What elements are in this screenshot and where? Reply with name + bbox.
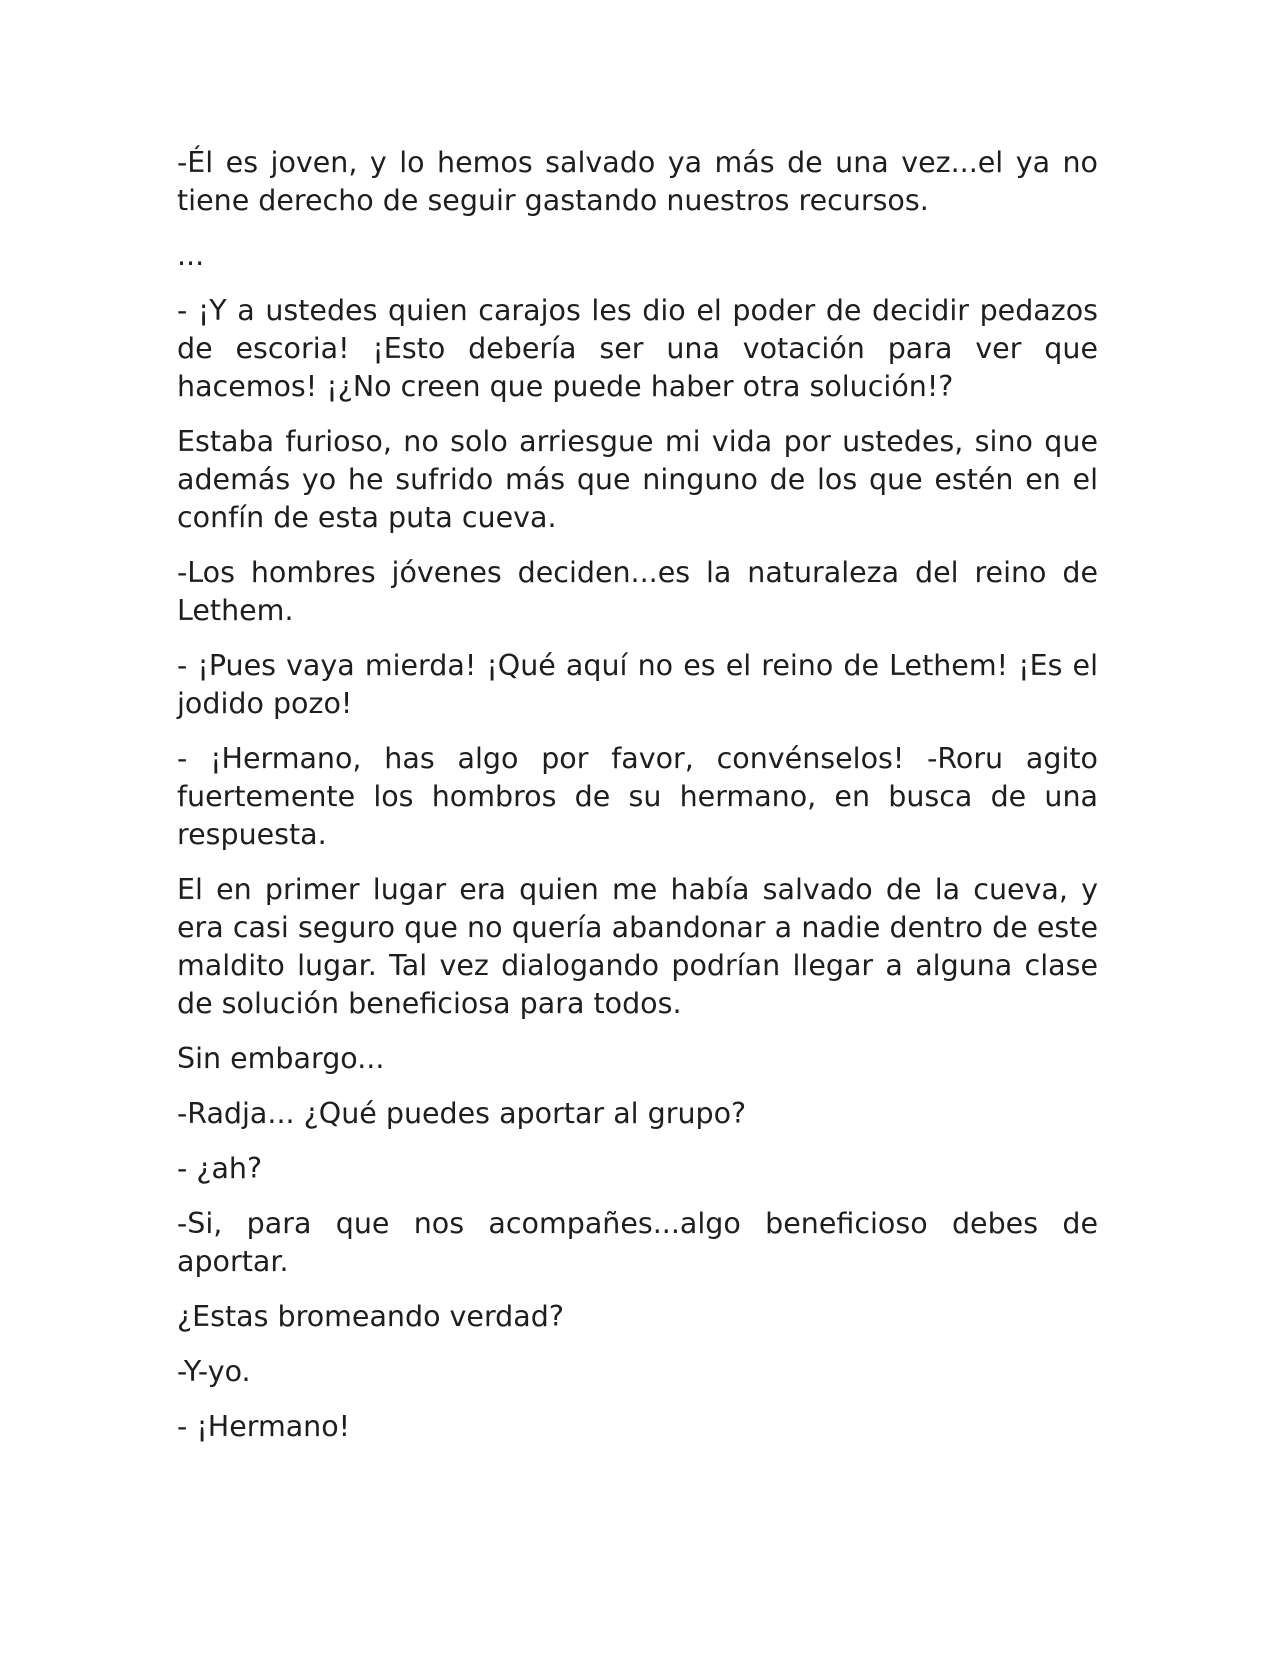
- paragraph: - ¡Hermano, has algo por favor, convénselos! -Roru agito fuertemente los hombros de su hermano, en busca de una respuesta.: [177, 742, 1098, 851]
- paragraph: - ¡Y a ustedes quien carajos les dio el poder de decidir pedazos de escoria! ¡Esto debería ser una votación para ver que hacemos! ¡¿No creen que puede haber otra solución!?: [177, 294, 1098, 403]
- paragraph: -Los hombres jóvenes deciden...es la naturaleza del reino de Lethem.: [177, 556, 1098, 627]
- paragraph: Estaba furioso, no solo arriesgue mi vida por ustedes, sino que además yo he sufrido más que ninguno de los que estén en el confín de esta puta cueva.: [177, 425, 1098, 534]
- paragraph: - ¿ah?: [177, 1152, 263, 1185]
- paragraph: El en primer lugar era quien me había salvado de la cueva, y era casi seguro que no quería abandonar a nadie dentro de este maldito lugar. Tal vez dialogando podrían llegar a alguna clase de solución beneficiosa para todos.: [177, 873, 1098, 1020]
- paragraph: ...: [177, 239, 205, 272]
- paragraph: - ¡Hermano!: [177, 1410, 351, 1443]
- paragraph: -Si, para que nos acompañes...algo beneficioso debes de aportar.: [177, 1207, 1098, 1278]
- paragraph: - ¡Pues vaya mierda! ¡Qué aquí no es el reino de Lethem! ¡Es el jodido pozo!: [177, 649, 1098, 720]
- paragraph: -Él es joven, y lo hemos salvado ya más de una vez...el ya no tiene derecho de seguir gastando nuestros recursos.: [177, 146, 1098, 217]
- document-page: [177, 144, 1098, 1463]
- paragraph: -Y-yo.: [177, 1355, 251, 1388]
- paragraph: -Radja... ¿Qué puedes aportar al grupo?: [177, 1097, 747, 1130]
- paragraph: Sin embargo...: [177, 1042, 385, 1075]
- paragraph: ¿Estas bromeando verdad?: [177, 1300, 564, 1333]
